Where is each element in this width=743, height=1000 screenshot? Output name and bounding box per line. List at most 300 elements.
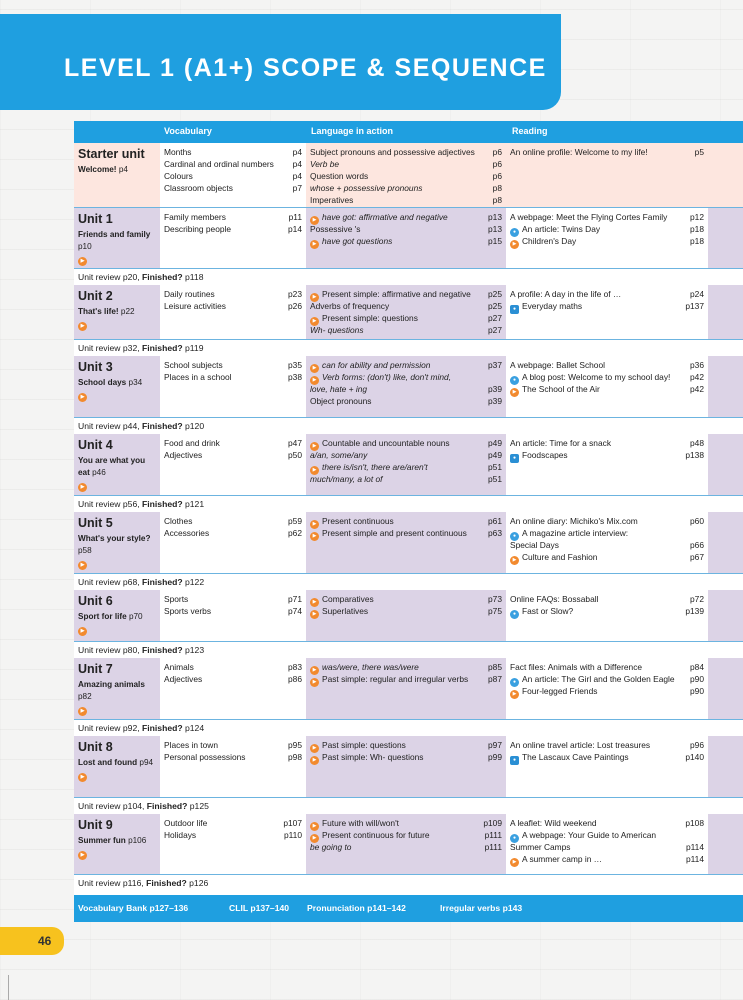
read-list bbox=[506, 661, 708, 697]
lang-page: p111 bbox=[484, 842, 502, 852]
video-icon: ▶ bbox=[510, 858, 519, 867]
vocab-text bbox=[164, 817, 207, 829]
unit-review-text bbox=[78, 798, 209, 814]
finished-page: p124 bbox=[185, 723, 205, 733]
finished-page: p118 bbox=[185, 272, 204, 282]
read-label: An article: The Girl and the Golden Eagle bbox=[522, 674, 675, 684]
vocab-label: Animals bbox=[164, 662, 194, 672]
read-page: p139 bbox=[685, 606, 704, 616]
read-list bbox=[506, 146, 708, 158]
unit-subtitle bbox=[78, 757, 158, 782]
col-language: Language in action bbox=[311, 126, 394, 136]
video-icon: ▶ bbox=[78, 253, 158, 266]
read-list bbox=[506, 359, 708, 395]
vocab-text bbox=[164, 527, 209, 539]
vocab-list bbox=[160, 359, 306, 383]
vocab-page: p71 bbox=[288, 594, 302, 604]
read-label: Children's Day bbox=[522, 236, 577, 246]
unit-title-cell bbox=[74, 143, 161, 207]
reading-cell bbox=[506, 143, 709, 207]
vocab-label: Sports verbs bbox=[164, 606, 212, 616]
vocab-page: p110 bbox=[283, 830, 302, 840]
lang-text bbox=[310, 324, 364, 336]
audio-icon: ▶ bbox=[310, 442, 319, 451]
vocab-list bbox=[160, 211, 306, 235]
finished-page: p126 bbox=[189, 878, 209, 888]
unit-review-text bbox=[78, 340, 203, 356]
vocab-page: p7 bbox=[292, 183, 302, 193]
review-label: Unit review p104, bbox=[78, 801, 145, 811]
read-item bbox=[506, 515, 708, 527]
lang-item bbox=[306, 751, 506, 763]
finished-page: p120 bbox=[185, 421, 205, 431]
lang-page: p6 bbox=[492, 147, 502, 157]
vocab-label: Places in town bbox=[164, 740, 218, 750]
read-page: p114 bbox=[685, 842, 704, 852]
read-label: An online profile: Welcome to my life! bbox=[510, 147, 648, 157]
lang-page: p75 bbox=[488, 606, 502, 616]
read-item bbox=[506, 817, 708, 829]
read-label: An article: Time for a snack bbox=[510, 438, 612, 448]
read-page: p12 bbox=[690, 212, 704, 222]
vocab-text bbox=[164, 300, 226, 312]
unit-title: Unit 8 bbox=[78, 740, 113, 754]
globe-icon: ● bbox=[510, 756, 519, 765]
read-label: Fast or Slow? bbox=[522, 606, 574, 616]
lang-label: Verb forms: (don't) like, don't mind, bbox=[322, 372, 452, 382]
footer-vocab-bank: Vocabulary Bank p127–136 bbox=[78, 903, 189, 913]
read-label: A webpage: Meet the Flying Cortes Family bbox=[510, 212, 668, 222]
read-item bbox=[506, 437, 708, 449]
read-page: p60 bbox=[690, 516, 704, 526]
read-label: The School of the Air bbox=[522, 384, 600, 394]
vocab-list bbox=[160, 817, 306, 841]
read-item bbox=[506, 211, 708, 223]
unit-subtitle-text: What's your style? bbox=[78, 534, 151, 543]
vocab-page: p47 bbox=[288, 438, 302, 448]
lang-label: Adverbs of frequency bbox=[310, 301, 390, 311]
vocab-list bbox=[160, 739, 306, 763]
lang-list bbox=[306, 146, 506, 206]
unit-subtitle bbox=[78, 611, 158, 636]
unit-title: Unit 9 bbox=[78, 818, 113, 832]
audio-icon: ▶ bbox=[310, 532, 319, 541]
vocab-item bbox=[160, 146, 306, 158]
footer-clil: CLIL p137–140 bbox=[229, 903, 290, 913]
vocab-item bbox=[160, 182, 306, 194]
read-item bbox=[506, 685, 708, 697]
read-page: p138 bbox=[685, 450, 704, 460]
read-page: p42 bbox=[690, 372, 704, 382]
lang-text bbox=[310, 383, 367, 395]
lang-item bbox=[306, 395, 506, 407]
read-text bbox=[510, 437, 611, 449]
finished-page: p123 bbox=[185, 645, 205, 655]
lang-page: p51 bbox=[488, 462, 502, 472]
table-header bbox=[74, 121, 743, 143]
vocab-label: Describing people bbox=[164, 224, 232, 234]
audio-icon: ▶ bbox=[310, 317, 319, 326]
read-page: p67 bbox=[690, 552, 704, 562]
unit-review-row bbox=[74, 641, 743, 658]
margin-line bbox=[8, 975, 9, 1000]
read-item bbox=[506, 673, 708, 685]
read-page: p137 bbox=[685, 301, 704, 311]
read-label: Summer Camps bbox=[510, 842, 571, 852]
read-text bbox=[510, 383, 600, 397]
globe-icon: ● bbox=[510, 454, 519, 463]
lang-label: whose + possessive pronouns bbox=[310, 183, 423, 193]
vocab-text bbox=[164, 829, 196, 841]
unit-title: Unit 6 bbox=[78, 594, 113, 608]
video-icon: ▶ bbox=[510, 240, 519, 249]
footer-irregular-verbs: Irregular verbs p143 bbox=[440, 903, 523, 913]
review-label: Unit review p32, bbox=[78, 343, 140, 353]
vocab-page: p35 bbox=[288, 360, 302, 370]
vocab-label: Classroom objects bbox=[164, 183, 233, 193]
lang-label: have got: affirmative and negative bbox=[322, 212, 448, 222]
read-item bbox=[506, 383, 708, 395]
unit-review-text bbox=[78, 574, 204, 590]
read-page: p66 bbox=[690, 540, 704, 550]
read-label: Special Days bbox=[510, 540, 559, 550]
read-label: A magazine article interview: bbox=[522, 528, 629, 538]
lang-item bbox=[306, 829, 506, 841]
lang-label: much/many, a lot of bbox=[310, 474, 383, 484]
lang-list bbox=[306, 593, 506, 617]
lang-label: Future with will/won't bbox=[322, 818, 399, 828]
read-item bbox=[506, 739, 708, 751]
vocab-text bbox=[164, 288, 215, 300]
unit-subtitle bbox=[78, 835, 158, 860]
read-page: p18 bbox=[690, 224, 704, 234]
lang-label: Superlatives bbox=[322, 606, 369, 616]
vocab-text bbox=[164, 371, 232, 383]
read-text bbox=[510, 449, 568, 463]
col-reading: Reading bbox=[512, 126, 548, 136]
video-icon: ▶ bbox=[510, 388, 519, 397]
vocab-label: Family members bbox=[164, 212, 226, 222]
lang-list bbox=[306, 359, 506, 407]
read-label: Culture and Fashion bbox=[522, 552, 598, 562]
unit-page: p34 bbox=[128, 378, 143, 387]
globe-icon: ● bbox=[510, 678, 519, 687]
lang-text bbox=[310, 605, 368, 619]
read-text bbox=[510, 661, 642, 673]
lang-label: Verb be bbox=[310, 159, 340, 169]
vocab-text bbox=[164, 223, 231, 235]
audio-icon: ▶ bbox=[310, 376, 319, 385]
unit-review-row bbox=[74, 797, 743, 814]
read-item bbox=[506, 539, 708, 551]
read-label: An article: Twins Day bbox=[522, 224, 601, 234]
unit-page: p70 bbox=[128, 612, 143, 621]
unit-page: p94 bbox=[139, 758, 154, 767]
vocab-label: Adjectives bbox=[164, 674, 203, 684]
lang-page: p87 bbox=[488, 674, 502, 684]
unit-review-text bbox=[78, 418, 204, 434]
lang-label: can for ability and permission bbox=[322, 360, 431, 370]
lang-list bbox=[306, 817, 506, 853]
unit-title: Unit 3 bbox=[78, 360, 113, 374]
page-number: 46 bbox=[38, 934, 52, 948]
vocab-label: Outdoor life bbox=[164, 818, 208, 828]
read-item bbox=[506, 751, 708, 763]
unit-subtitle-text: Sport for life bbox=[78, 612, 127, 621]
lang-item bbox=[306, 359, 506, 371]
vocab-item bbox=[160, 170, 306, 182]
vocab-label: Clothes bbox=[164, 516, 193, 526]
vocab-item bbox=[160, 211, 306, 223]
lang-text bbox=[310, 395, 371, 407]
finished-label: Finished? bbox=[142, 421, 183, 431]
lang-item bbox=[306, 312, 506, 324]
lang-text bbox=[310, 473, 382, 485]
lang-label: Question words bbox=[310, 171, 369, 181]
lang-text bbox=[310, 751, 423, 765]
lang-label: Past simple: questions bbox=[322, 740, 406, 750]
vocab-text bbox=[164, 158, 274, 170]
read-item bbox=[506, 605, 708, 617]
unit-subtitle-text: School days bbox=[78, 378, 127, 387]
lang-page: p111 bbox=[484, 830, 502, 840]
globe-icon: ● bbox=[510, 532, 519, 541]
lang-page: p63 bbox=[488, 528, 502, 538]
vocab-page: p86 bbox=[288, 674, 302, 684]
audio-icon: ▶ bbox=[310, 598, 319, 607]
vocab-page: p14 bbox=[288, 224, 302, 234]
footer-bar bbox=[74, 895, 743, 922]
audio-icon: ▶ bbox=[310, 822, 319, 831]
video-icon: ▶ bbox=[78, 703, 158, 716]
read-label: A webpage: Your Guide to American bbox=[522, 830, 657, 840]
vocab-label: Daily routines bbox=[164, 289, 215, 299]
lang-text bbox=[310, 235, 392, 249]
read-page: p140 bbox=[685, 752, 704, 762]
vocab-list bbox=[160, 437, 306, 461]
lang-item bbox=[306, 841, 506, 853]
vocab-page: p95 bbox=[288, 740, 302, 750]
vocab-item bbox=[160, 673, 306, 685]
lang-label: Imperatives bbox=[310, 195, 354, 205]
audio-icon: ▶ bbox=[310, 216, 319, 225]
lang-item bbox=[306, 223, 506, 235]
vocab-list bbox=[160, 515, 306, 539]
lang-item bbox=[306, 739, 506, 751]
lang-page: p13 bbox=[488, 224, 502, 234]
vocab-text bbox=[164, 170, 193, 182]
lang-item bbox=[306, 605, 506, 617]
audio-icon: ▶ bbox=[310, 466, 319, 475]
vocab-page: p74 bbox=[288, 606, 302, 616]
vocab-label: Places in a school bbox=[164, 372, 232, 382]
lang-page: p49 bbox=[488, 450, 502, 460]
finished-label: Finished? bbox=[142, 343, 183, 353]
finished-label: Finished? bbox=[142, 272, 183, 282]
unit-page: p10 bbox=[78, 242, 92, 251]
vocab-text bbox=[164, 673, 202, 685]
finished-page: p125 bbox=[189, 801, 209, 811]
unit-review-text bbox=[78, 269, 203, 285]
vocab-text bbox=[164, 605, 211, 617]
read-item bbox=[506, 661, 708, 673]
vocab-page: p83 bbox=[288, 662, 302, 672]
lang-page: p15 bbox=[488, 236, 502, 246]
vocab-page: p4 bbox=[292, 171, 302, 181]
vocab-item bbox=[160, 359, 306, 371]
read-item bbox=[506, 593, 708, 605]
video-icon: ▶ bbox=[78, 479, 158, 492]
lang-text bbox=[310, 300, 389, 312]
audio-icon: ▶ bbox=[310, 744, 319, 753]
read-text bbox=[510, 739, 650, 751]
unit-review-text bbox=[78, 875, 208, 891]
read-page: p84 bbox=[690, 662, 704, 672]
finished-page: p119 bbox=[185, 343, 204, 353]
read-text bbox=[510, 359, 605, 371]
finished-label: Finished? bbox=[142, 723, 183, 733]
read-label: The Lascaux Cave Paintings bbox=[522, 752, 629, 762]
lang-page: p6 bbox=[492, 159, 502, 169]
read-text bbox=[510, 593, 598, 605]
unit-page: p22 bbox=[120, 307, 135, 316]
audio-icon: ▶ bbox=[310, 834, 319, 843]
lang-page: p73 bbox=[488, 594, 502, 604]
lang-label: Present simple and present continuous bbox=[322, 528, 467, 538]
page-number-tab bbox=[0, 927, 64, 955]
unit-review-row bbox=[74, 874, 743, 891]
vocab-label: Holidays bbox=[164, 830, 197, 840]
unit-subtitle-text: You are what you eat bbox=[78, 456, 146, 477]
read-list bbox=[506, 739, 708, 763]
vocab-text bbox=[164, 146, 191, 158]
read-text bbox=[510, 817, 597, 829]
vocab-item bbox=[160, 437, 306, 449]
unit-review-text bbox=[78, 496, 204, 512]
extra-cell bbox=[708, 143, 743, 207]
unit-title: Unit 2 bbox=[78, 289, 113, 303]
audio-icon: ▶ bbox=[310, 520, 319, 529]
vocab-text bbox=[164, 359, 223, 371]
review-label: Unit review p56, bbox=[78, 499, 140, 509]
vocab-item bbox=[160, 449, 306, 461]
globe-icon: ● bbox=[510, 228, 519, 237]
read-item bbox=[506, 235, 708, 247]
video-icon: ▶ bbox=[78, 318, 158, 331]
lang-page: p27 bbox=[488, 313, 502, 323]
lang-item bbox=[306, 194, 506, 206]
read-label: Fact files: Animals with a Difference bbox=[510, 662, 643, 672]
lang-label: have got questions bbox=[322, 236, 393, 246]
lang-page: p51 bbox=[488, 474, 502, 484]
vocab-label: School subjects bbox=[164, 360, 223, 370]
read-text bbox=[510, 853, 602, 867]
vocab-page: p11 bbox=[288, 212, 302, 222]
unit-page: p82 bbox=[78, 692, 92, 701]
lang-item bbox=[306, 673, 506, 685]
lang-label: Object pronouns bbox=[310, 396, 372, 406]
read-page: p5 bbox=[694, 147, 704, 157]
lang-page: p8 bbox=[492, 195, 502, 205]
unit-subtitle-text: Friends and family bbox=[78, 230, 151, 239]
vocab-item bbox=[160, 661, 306, 673]
vocab-page: p98 bbox=[288, 752, 302, 762]
read-list bbox=[506, 515, 708, 563]
lang-item bbox=[306, 437, 506, 449]
unit-review-row bbox=[74, 719, 743, 736]
lang-page: p37 bbox=[488, 360, 502, 370]
unit-review-row bbox=[74, 417, 743, 434]
read-item bbox=[506, 359, 708, 371]
lang-text bbox=[310, 673, 468, 687]
lang-label: a/an, some/any bbox=[310, 450, 368, 460]
col-vocabulary: Vocabulary bbox=[164, 126, 212, 136]
read-label: A leaflet: Wild weekend bbox=[510, 818, 597, 828]
read-text bbox=[510, 146, 648, 158]
lang-page: p97 bbox=[488, 740, 502, 750]
lang-label: Wh- questions bbox=[310, 325, 364, 335]
vocab-item bbox=[160, 817, 306, 829]
read-item bbox=[506, 223, 708, 235]
lang-page: p99 bbox=[488, 752, 502, 762]
vocab-text bbox=[164, 661, 194, 673]
read-page: p90 bbox=[690, 674, 704, 684]
finished-label: Finished? bbox=[142, 645, 183, 655]
vocab-item bbox=[160, 527, 306, 539]
lang-item bbox=[306, 383, 506, 395]
vocab-page: p38 bbox=[288, 372, 302, 382]
read-text bbox=[510, 515, 638, 527]
read-item bbox=[506, 527, 708, 539]
vocab-label: Adjectives bbox=[164, 450, 203, 460]
unit-subtitle bbox=[78, 229, 158, 266]
lang-page: p13 bbox=[488, 212, 502, 222]
unit-subtitle bbox=[78, 306, 158, 331]
unit-title: Unit 4 bbox=[78, 438, 113, 452]
read-item bbox=[506, 300, 708, 312]
read-item bbox=[506, 551, 708, 563]
vocab-text bbox=[164, 751, 245, 763]
vocab-label: Cardinal and ordinal numbers bbox=[164, 159, 274, 169]
read-label: Everyday maths bbox=[522, 301, 583, 311]
vocab-text bbox=[164, 593, 188, 605]
lang-label: Past simple: regular and irregular verbs bbox=[322, 674, 469, 684]
lang-text bbox=[310, 158, 339, 170]
read-item bbox=[506, 449, 708, 461]
read-text bbox=[510, 751, 629, 765]
lang-label: Past simple: Wh- questions bbox=[322, 752, 424, 762]
starter-unit-row bbox=[74, 143, 743, 207]
lang-list bbox=[306, 515, 506, 539]
lang-list bbox=[306, 288, 506, 336]
lang-label: was/were, there was/were bbox=[322, 662, 419, 672]
unit-page: p106 bbox=[128, 836, 147, 845]
globe-icon: ● bbox=[510, 305, 519, 314]
lang-item bbox=[306, 158, 506, 170]
read-text bbox=[510, 539, 559, 551]
lang-page: p39 bbox=[488, 396, 502, 406]
review-label: Unit review p44, bbox=[78, 421, 140, 431]
read-text bbox=[510, 685, 597, 699]
audio-icon: ▶ bbox=[310, 756, 319, 765]
globe-icon: ● bbox=[510, 376, 519, 385]
read-item bbox=[506, 829, 708, 841]
unit-review-row bbox=[74, 339, 743, 356]
read-text bbox=[510, 211, 667, 223]
lang-label: be going to bbox=[310, 842, 352, 852]
lang-page: p6 bbox=[492, 171, 502, 181]
read-label: A summer camp in … bbox=[522, 854, 603, 864]
